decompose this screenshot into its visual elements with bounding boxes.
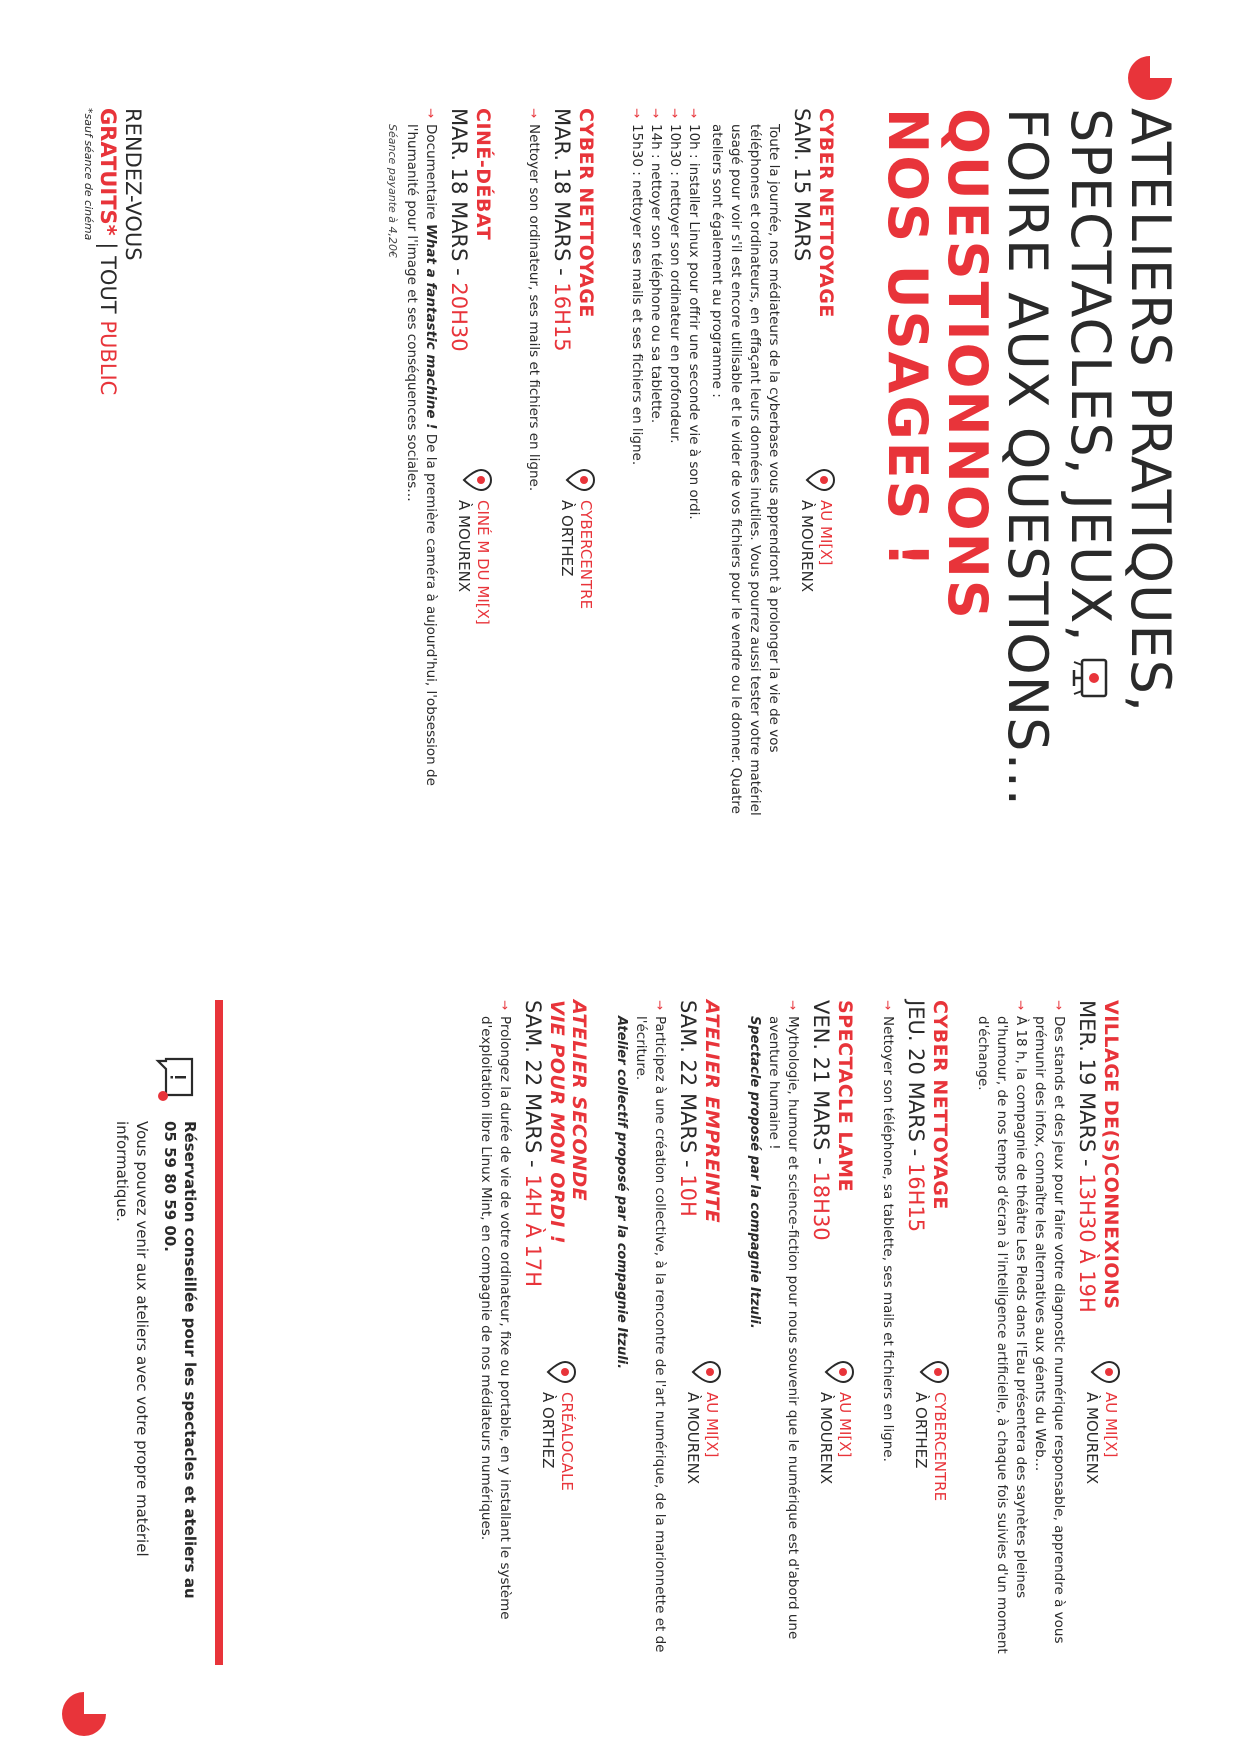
event-cyber-nettoyage-20 <box>878 1000 951 1670</box>
event-body <box>612 1000 669 1670</box>
footer-rdv: RENDEZ-VOUS <box>121 108 145 261</box>
headline-line-5: NOS USAGES ! <box>875 108 939 569</box>
location-city: À MOURENX <box>797 500 816 593</box>
event-title: CYBER NETTOYAGE <box>574 108 597 318</box>
event-body <box>973 1000 1068 1670</box>
left-column <box>383 108 1180 828</box>
footer-gratuits-word: GRATUITS* <box>96 108 120 236</box>
event-date-text: JEU. 20 MARS - <box>904 1000 928 1157</box>
event-location <box>454 468 492 728</box>
headline-line-2-text: SPECTACLES, JEUX, <box>1059 108 1122 643</box>
footer-separator: | TOUT <box>96 235 120 321</box>
location-city: À MOURENX <box>1083 1392 1101 1485</box>
location-pin-icon <box>462 468 492 492</box>
event-time: 16H15 <box>549 282 574 352</box>
event-body <box>476 1000 514 1670</box>
location-city: À MOURENX <box>684 1392 702 1485</box>
location-pin-icon <box>546 1360 576 1384</box>
location-name: AU MI[X] <box>1102 1392 1120 1458</box>
location-name: AU MI[X] <box>836 1392 854 1458</box>
event-title: ATELIER EMPREINTE <box>701 1000 723 1224</box>
event-bullet <box>402 108 440 828</box>
headline-line-2 <box>1057 108 1120 828</box>
event-village-deconnexions <box>973 1000 1122 1670</box>
event-date-text: SAM. 22 MARS - <box>521 1000 545 1168</box>
event-bullet: → 15h30 : nettoyer ses mails et ses fichiers en ligne. <box>627 108 646 828</box>
event-cine-debat <box>383 108 494 828</box>
event-time: 13H30 À 19H <box>1075 1173 1099 1313</box>
event-body <box>878 1000 897 1670</box>
footer-public: PUBLIC <box>96 320 120 396</box>
headline-line-3: FOIRE AUX QUESTIONS… <box>995 108 1059 808</box>
event-location <box>816 1360 854 1620</box>
event-atelier-seconde-vie <box>476 1000 590 1670</box>
event-title: VILLAGE DE(S)CONNEXIONS <box>1100 1000 1122 1310</box>
event-bullet: → Des stands et des jeux pour faire votre diagnostic numérique responsable, apprendre à vous prémunir des infox, connaître les alternatives aux géants du Web… <box>1030 1000 1068 1670</box>
event-bullet: → Mythologie, humour et science-fiction pour nous souvenir que le numérique est d'abord une aventure humaine ! <box>764 1000 802 1670</box>
location-city: À MOURENX <box>454 500 473 593</box>
event-time: 14H À 17H <box>521 1174 545 1288</box>
price-note: Séance payante à 4,20€ <box>385 124 399 259</box>
event-bullet: → 10h30 : nettoyer son ordinateur en profondeur. <box>665 108 684 828</box>
event-title-line-2: VIE POUR MON ORDI ! <box>546 1000 568 1245</box>
event-location <box>797 468 835 728</box>
event-time: 20H30 <box>446 282 471 352</box>
event-date-text: MAR. 18 MARS - <box>446 108 471 276</box>
event-bullet: → Prolongez la durée de vie de votre ordinateur, fixe ou portable, en y installant le système d'exploitation libre Linux Mint, en compagnie de nos médiateurs numériques. <box>476 1000 514 1670</box>
event-note: Atelier collectif proposé par la compagnie Itzuli. <box>614 1016 629 1370</box>
event-intro: Toute la journée, nos médiateurs de la cyberbase vous apprendront à prolonger la vie de vos téléphones et ordinateurs, en effaçant leurs données inutiles. Vous pourrez aussi tester votre matériel usagé pour voir s'il est encore utilisable et le vider de vos fichiers pour le vendre ou le donner. Quatre ateliers sont également au programme : <box>708 124 782 816</box>
bullet-rest: De la première caméra à aujourd'hui, l'obsession de l'humanité pour l'image et ses conséquences sociales… <box>403 124 439 786</box>
location-name: CINÉ M DU MI[X] <box>473 500 492 625</box>
event-cyber-nettoyage-15 <box>627 108 837 828</box>
event-note: Spectacle proposé par la compagnie Itzuli. <box>747 1016 762 1329</box>
decorative-circle-top <box>1128 56 1172 100</box>
location-name: CYBERCENTRE <box>931 1392 949 1502</box>
location-pin-icon <box>824 1360 854 1384</box>
reservation-bold: Réservation conseillée pour les spectacles et ateliers au 05 59 80 59 00. <box>161 1121 199 1599</box>
location-pin-icon <box>565 468 595 492</box>
event-body <box>383 108 440 828</box>
event-time: 16H15 <box>904 1162 928 1233</box>
event-atelier-empreinte <box>612 1000 723 1670</box>
decorative-circle-bottom <box>62 1692 106 1736</box>
location-pin-icon <box>919 1360 949 1384</box>
event-bullet: → À 18 h, la compagnie de théâtre Les Pieds dans l'Eau présentera des saynètes pleines d'humour, de nos temps d'écran à l'intelligence artificielle, à chaque fois suivies d'un moment d'échange. <box>973 1000 1030 1670</box>
event-date-text: MAR. 18 MARS - <box>549 108 574 276</box>
location-city: À ORTHEZ <box>557 500 576 577</box>
location-pin-icon <box>805 468 835 492</box>
location-name: CYBERCENTRE <box>576 500 595 610</box>
event-time: 10H <box>676 1174 700 1217</box>
event-title: CYBER NETTOYAGE <box>929 1000 951 1210</box>
event-time: 18H30 <box>809 1171 833 1241</box>
bullet-prefix: Documentaire <box>422 124 439 224</box>
footer-gratuits <box>95 108 120 395</box>
location-name: AU MI[X] <box>703 1392 721 1458</box>
event-bullet: → Nettoyer son ordinateur, ses mails et fichiers en ligne. <box>524 108 543 828</box>
event-body <box>524 108 543 828</box>
event-body <box>745 1000 802 1670</box>
location-city: À ORTHEZ <box>539 1392 557 1469</box>
event-spectacle-lame <box>745 1000 856 1670</box>
screen-icon <box>1057 657 1117 699</box>
event-cyber-nettoyage-18 <box>524 108 597 828</box>
event-location <box>911 1360 949 1620</box>
film-title: What a fantastic machine ! <box>422 223 439 430</box>
event-date-text: VEN. 21 MARS - <box>809 1000 833 1165</box>
right-column <box>476 1000 1122 1670</box>
reservation-block <box>104 1055 200 1615</box>
event-title: CYBER NETTOYAGE <box>814 108 837 318</box>
location-name: CRÉALOCALE <box>558 1392 576 1491</box>
location-pin-icon <box>691 1360 721 1384</box>
divider-bar <box>215 1000 223 1665</box>
event-body <box>627 108 783 828</box>
footer <box>82 108 145 395</box>
event-date-text: MER. 19 MARS - <box>1075 1000 1099 1167</box>
location-city: À ORTHEZ <box>912 1392 930 1469</box>
event-bullet: → 14h : nettoyer son téléphone ou sa tablette. <box>646 108 665 828</box>
headline-line-4: QUESTIONNONS <box>935 108 999 621</box>
location-name: AU MI[X] <box>816 500 835 566</box>
event-title: ATELIER SECONDE <box>568 1000 590 1202</box>
speech-bubble-icon <box>152 1055 196 1103</box>
event-title: CINÉ-DÉBAT <box>471 108 494 241</box>
event-location <box>683 1360 721 1620</box>
event-location <box>538 1360 576 1620</box>
event-date-text: SAM. 22 MARS - <box>676 1000 700 1168</box>
footer-footnote: *sauf séance de cinéma <box>82 108 95 241</box>
event-date: SAM. 15 MARS <box>789 108 814 262</box>
event-bullet: → Nettoyer son téléphone, sa tablette, ses mails et fichiers en ligne. <box>878 1000 897 1670</box>
location-city: À MOURENX <box>817 1392 835 1485</box>
event-bullet: → 10h : installer Linux pour offrir une seconde vie à son ordi. <box>684 108 703 828</box>
event-title: SPECTACLE LAME <box>834 1000 856 1193</box>
reservation-info: Vous pouvez venir aux ateliers avec votre propre matériel informatique. <box>113 1121 151 1557</box>
event-location <box>1082 1360 1120 1620</box>
reservation-text <box>104 1121 200 1615</box>
event-location <box>557 468 595 728</box>
event-bullet: → Participez à une création collective, à la rencontre de l'art numérique, de la marionnette et de l'écriture. <box>631 1000 669 1670</box>
location-pin-icon <box>1090 1360 1120 1384</box>
headline-line-1: ATELIERS PRATIQUES, <box>1119 108 1182 714</box>
